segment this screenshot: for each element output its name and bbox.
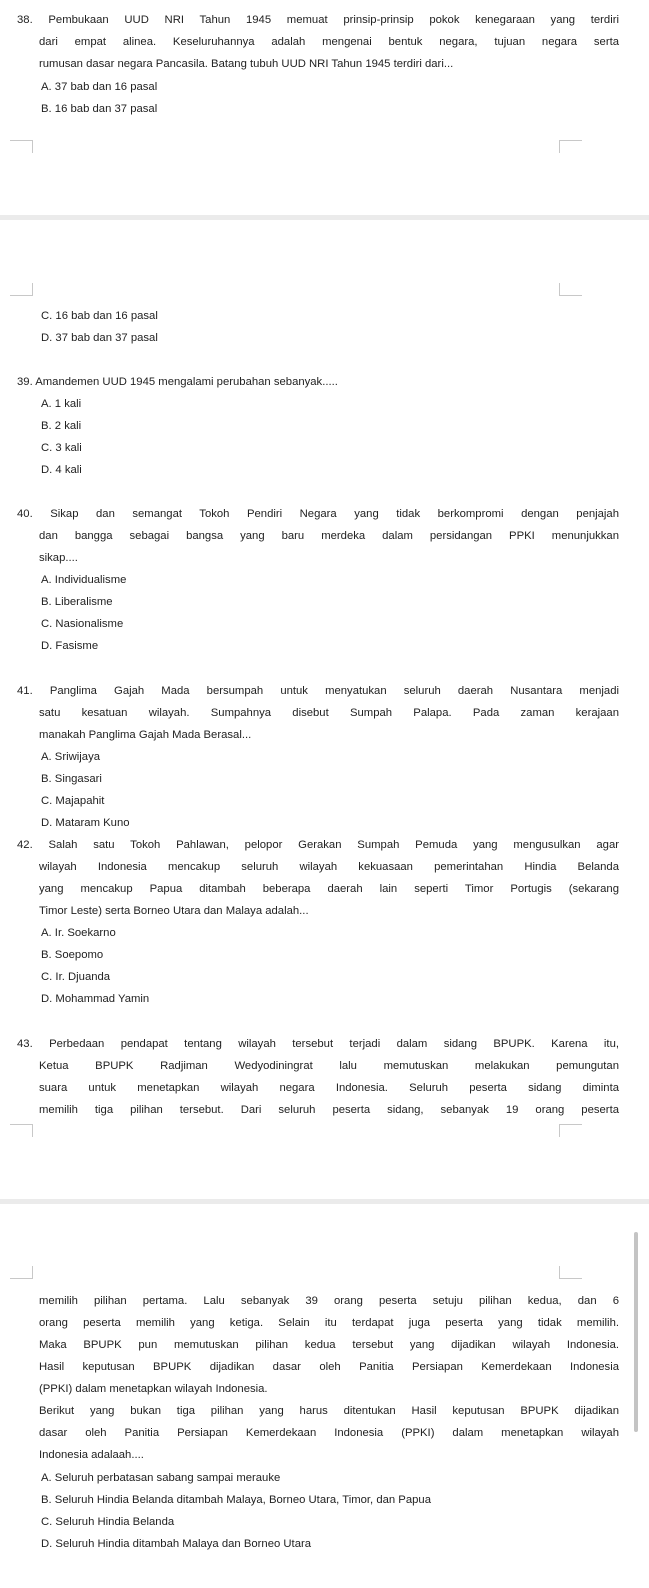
question-42-text-line: wilayah Indonesia mencakup seluruh wilayah kekuasaan pemerintahan Hindia Belanda [39,861,619,873]
option-c[interactable]: C. Seluruh Hindia Belanda [41,1516,175,1528]
page-corner-mark [10,140,33,153]
question-43-text-line: suara untuk menetapkan wilayah negara Indonesia. Seluruh peserta sidang diminta [39,1082,619,1094]
question-38-text-line: dari empat alinea. Keseluruhannya adalah mengenai bentuk negara, tujuan negara serta [39,36,619,48]
question-40-text-line: sikap.... [39,552,78,564]
question-42-text-line: yang mencakup Papua ditambah beberapa daerah lain seperti Timor Portugis (sekarang [39,883,619,895]
option-b[interactable]: B. Singasari [41,773,102,785]
option-d[interactable]: D. Fasisme [41,640,99,652]
option-a[interactable]: A. 1 kali [41,398,82,410]
question-43-text-line: Maka BPUPK pun memutuskan pilihan kedua tersebut yang dijadikan wilayah Indonesia. [39,1339,619,1351]
question-39-text-line: 39. Amandemen UUD 1945 mengalami perubahan sebanyak..... [17,376,338,388]
question-42-text-line: 42. Salah satu Tokoh Pahlawan, pelopor Gerakan Sumpah Pemuda yang mengusulkan agar [17,839,619,851]
question-40-text-line: 40. Sikap dan semangat Tokoh Pendiri Negara yang tidak berkompromi dengan penjajah [17,508,619,520]
option-d[interactable]: D. 4 kali [41,464,82,476]
question-43-text-line: (PPKI) dalam menetapkan wilayah Indonesia. [39,1383,268,1395]
question-43-text-line: 43. Perbedaan pendapat tentang wilayah tersebut terjadi dalam sidang BPUPK. Karena itu, [17,1038,619,1050]
question-41-text-line: satu kesatuan wilayah. Sumpahnya disebut Sumpah Palapa. Pada zaman kerajaan [39,707,619,719]
question-43-text-line: orang peserta memilih yang ketiga. Selain itu terdapat juga peserta yang tidak memilih. [39,1317,619,1329]
page-corner-mark [10,1266,33,1279]
question-38-text-line: rumusan dasar negara Pancasila. Batang tubuh UUD NRI Tahun 1945 terdiri dari... [39,58,454,70]
option-b[interactable]: B. Seluruh Hindia Belanda ditambah Malaya, Borneo Utara, Timor, dan Papua [41,1494,431,1506]
option-b[interactable]: B. 2 kali [41,420,82,432]
question-43-text-line: memilih pilihan pertama. Lalu sebanyak 39 orang peserta setuju pilihan kedua, dan 6 [39,1295,619,1307]
page-separator [0,1199,649,1204]
question-43-text-line: memilih tiga pilihan tersebut. Dari seluruh peserta sidang, sebanyak 19 orang peserta [39,1104,619,1116]
option-a[interactable]: A. Sriwijaya [41,751,101,763]
option-d[interactable]: D. Mohammad Yamin [41,993,150,1005]
option-a[interactable]: A. Seluruh perbatasan sabang sampai merauke [41,1472,281,1484]
page-separator [0,215,649,220]
question-43-text-line: Indonesia adalaah.... [39,1449,144,1461]
option-d[interactable]: D. Mataram Kuno [41,817,130,829]
option-a[interactable]: A. Ir. Soekarno [41,927,116,939]
question-42-text-line: Timor Leste) serta Borneo Utara dan Malaya adalah... [39,905,309,917]
question-43-text-line: Ketua BPUPK Radjiman Wedyodiningrat lalu memutuskan melakukan pemungutan [39,1060,619,1072]
scrollbar-thumb[interactable] [634,1232,638,1432]
option-c[interactable]: C. Majapahit [41,795,105,807]
option-c[interactable]: C. 3 kali [41,442,82,454]
page-corner-mark [10,283,33,296]
option-b[interactable]: B. Liberalisme [41,596,113,608]
question-38-text-line: 38. Pembukaan UUD NRI Tahun 1945 memuat prinsip-prinsip pokok kenegaraan yang terdiri [17,14,619,26]
option-d[interactable]: D. 37 bab dan 37 pasal [41,332,158,344]
option-c[interactable]: C. Ir. Djuanda [41,971,111,983]
page-corner-mark [559,1124,582,1137]
option-c[interactable]: C. 16 bab dan 16 pasal [41,310,158,322]
option-a[interactable]: A. 37 bab dan 16 pasal [41,81,158,93]
page-corner-mark [559,1266,582,1279]
option-b[interactable]: B. 16 bab dan 37 pasal [41,103,158,115]
question-40-text-line: dan bangga sebagai bangsa yang baru merdeka dalam persidangan PPKI menunjukkan [39,530,619,542]
page-corner-mark [559,140,582,153]
question-41-text-line: 41. Panglima Gajah Mada bersumpah untuk menyatukan seluruh daerah Nusantara menjadi [17,685,619,697]
option-d[interactable]: D. Seluruh Hindia ditambah Malaya dan Borneo Utara [41,1538,312,1550]
question-43-text-line: dasar oleh Panitia Persiapan Kemerdekaan Indonesia (PPKI) dalam menetapkan wilayah [39,1427,619,1439]
option-a[interactable]: A. Individualisme [41,574,127,586]
page-corner-mark [10,1124,33,1137]
option-b[interactable]: B. Soepomo [41,949,104,961]
question-43-text-line: Hasil keputusan BPUPK dijadikan dasar oleh Panitia Persiapan Kemerdekaan Indonesia [39,1361,619,1373]
question-41-text-line: manakah Panglima Gajah Mada Berasal... [39,729,252,741]
question-43-text-line: Berikut yang bukan tiga pilihan yang harus ditentukan Hasil keputusan BPUPK dijadikan [39,1405,619,1417]
page-corner-mark [559,283,582,296]
option-c[interactable]: C. Nasionalisme [41,618,124,630]
